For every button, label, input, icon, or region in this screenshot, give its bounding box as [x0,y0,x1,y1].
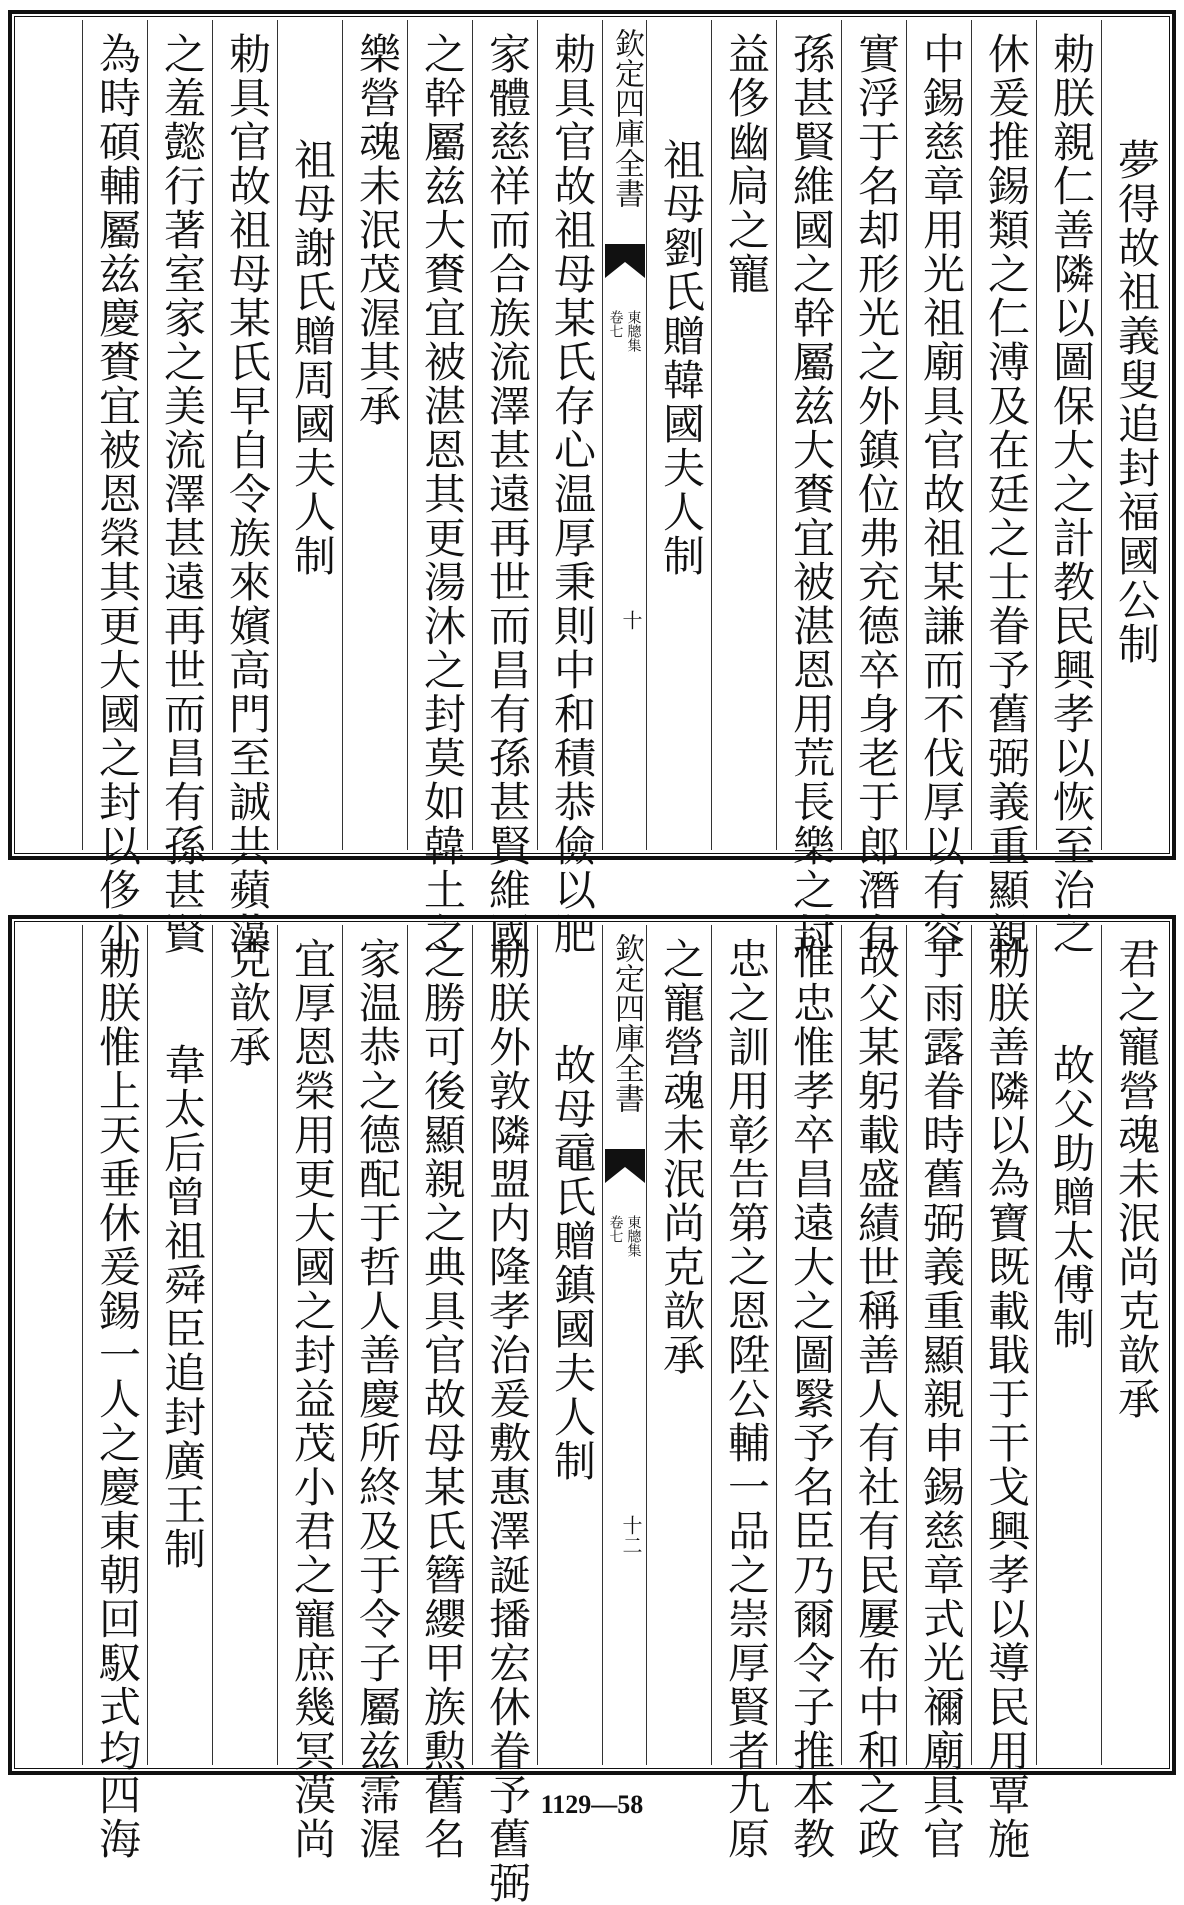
column-text: 祖母謝氏贈周國夫人制 [288,138,337,578]
column-text: 為時碩輔屬兹慶賚宜被恩榮其更大國之封以侈小 [93,32,142,956]
fish-tail-center-column [602,925,646,1765]
volume-label [603,1215,646,1257]
collection-name: 東牕集 [625,310,642,352]
column-text: 中錫慈章用光祖廟具官故祖某謙而不伐厚以有容 [917,32,966,956]
text-column [212,20,277,956]
column-text: 樂營魂未泯茂渥其承 [353,32,402,428]
folio-number: 十 [619,610,643,630]
text-column [537,20,602,956]
text-column [1036,20,1101,956]
text-column [841,925,906,1861]
text-column [212,925,277,1765]
text-column [342,20,407,850]
column-text: 君之寵營魂未泯尚克歆承 [1112,937,1161,1421]
column-text: 于雨露眷時舊弼義重顯親申錫慈章式光禰廟具官 [917,937,966,1861]
text-column [841,20,906,956]
column-text: 韋太后曾祖舜臣追封廣王制 [158,1043,207,1571]
column-text: 之幹屬兹大賚宜被湛恩其更湯沐之封莫如韓土之 [418,32,467,956]
text-column [906,925,971,1861]
column-text: 勅朕外敦隣盟内隆孝治爰敷惠澤誕播宏休眷予舊弼 [483,937,532,1905]
text-column [342,925,407,1861]
text-column [1036,925,1101,1765]
column-text: 勅具官故祖母某氏存心温厚秉則中和積恭儉以肥 [548,32,597,956]
column-text: 益侈幽扃之寵 [722,32,771,296]
folio-number: 十二 [619,1515,643,1555]
text-column [646,20,711,850]
text-column [1101,20,1166,850]
text-column [1101,925,1166,1765]
text-column [82,925,147,1861]
column-text: 勅朕善隣以為寶既載戢于干戈興孝以導民用覃施 [982,937,1031,1861]
fish-tail-icon [605,1149,645,1183]
column-text: 勅朕親仁善隣以圖保大之計教民興孝以恢至治之 [1047,32,1096,956]
column-text: 之寵營魂未泯尚克歆承 [657,937,706,1377]
volume-number: 卷七 [607,1215,624,1243]
book-title: 欽定四庫全書 [609,28,644,208]
column-text: 故母黿氏贈鎮國夫人制 [548,1043,597,1483]
volume-number: 卷七 [607,310,624,338]
text-column [472,925,537,1905]
column-text: 故父助贈太傅制 [1047,1043,1096,1351]
text-column [82,20,147,956]
column-text: 宜厚恩榮用更大國之封益茂小君之寵庶幾冥漠尚 [288,937,337,1861]
text-column [147,925,212,1765]
collection-name: 東牕集 [625,1215,642,1257]
text-column [472,20,537,956]
column-text: 惟忠惟孝卒昌遠大之圖繄予名臣乃爾令子推本教 [787,937,836,1861]
column-text: 克歆承 [223,937,272,1069]
column-text: 孫甚賢維國之幹屬兹大賚宜被湛恩用荒長樂之封 [787,32,836,956]
fish-tail-center-column [602,20,646,850]
volume-label [603,310,646,352]
text-column [971,925,1036,1861]
column-text: 故父某躬載盛績世稱善人有社有民屢布中和之政 [852,937,901,1861]
column-text: 勅具官故祖母某氏早自令族來嬪高門至誠共蘋藻 [223,32,272,956]
text-column [147,20,212,956]
text-columns [18,20,1166,956]
text-column [407,20,472,956]
column-text: 夢得故祖義叟追封福國公制 [1112,138,1161,666]
text-column [537,925,602,1765]
column-text: 家温恭之德配于哲人善慶所終及于令子屬兹霈渥 [353,937,402,1861]
text-column [646,925,711,1765]
column-text: 休爰推錫類之仁溥及在廷之士眷予舊弼義重顯親 [982,32,1031,956]
column-text: 之勝可後顯親之典具官故母某氏簪纓甲族勲舊名 [418,937,467,1861]
column-text: 之羞懿行著室家之美流澤甚遠再世而昌有孫甚賢 [158,32,207,956]
text-column [277,20,342,850]
text-column [776,20,841,956]
text-column [776,925,841,1861]
text-column [906,20,971,956]
text-column [407,925,472,1861]
text-column [711,20,776,850]
column-text: 勅朕惟上天垂休爰錫一人之慶東朝回馭式均四海 [93,937,142,1861]
column-text: 祖母劉氏贈韓國夫人制 [657,138,706,578]
column-text: 實浮于名却形光之外鎮位弗充德卒身老于郎潛有 [852,32,901,956]
text-column [711,925,776,1861]
text-column [277,925,342,1861]
column-text: 忠之訓用彰告第之恩陞公輔一品之崇厚賢者九原 [722,937,771,1861]
book-title: 欽定四庫全書 [609,933,644,1113]
column-text: 家體慈祥而合族流澤甚遠再世而昌有孫甚賢維國 [483,32,532,956]
text-column [971,20,1036,956]
page-footer-code: 1129—58 [540,1790,644,1819]
fish-tail-icon [605,244,645,278]
